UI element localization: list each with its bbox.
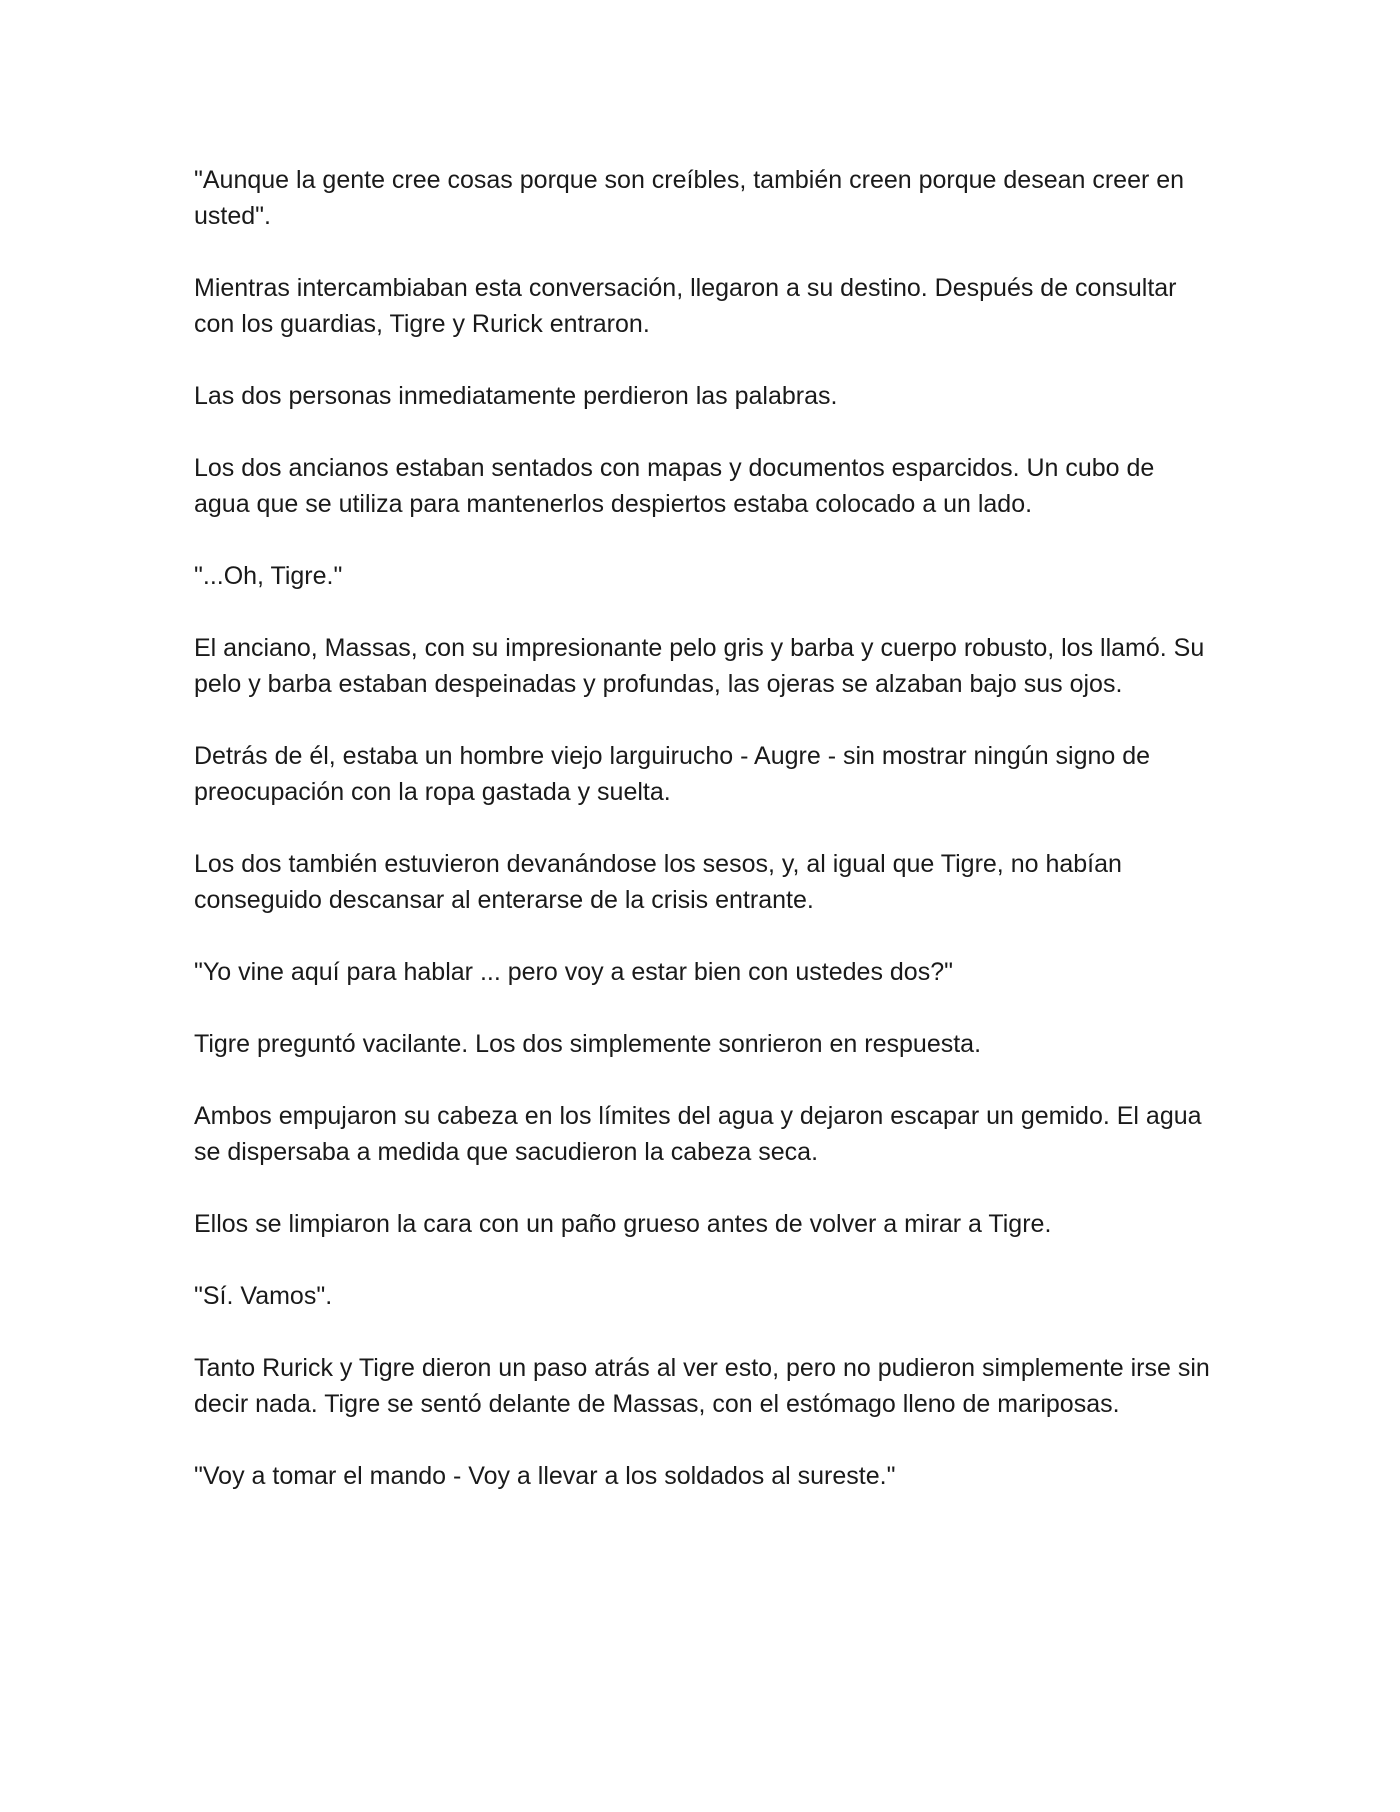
- paragraph: Los dos ancianos estaban sentados con mapas y documentos esparcidos. Un cubo de agua que se utiliza para mantenerlos despiertos estaba colocado a un lado.: [194, 454, 1155, 518]
- paragraph: "Sí. Vamos".: [194, 1282, 333, 1310]
- paragraph: Las dos personas inmediatamente perdieron las palabras.: [194, 382, 838, 410]
- paragraph: "Aunque la gente cree cosas porque son creíbles, también creen porque desean creer en usted".: [194, 166, 1185, 230]
- paragraph: Ellos se limpiaron la cara con un paño grueso antes de volver a mirar a Tigre.: [194, 1210, 1052, 1238]
- paragraph: Ambos empujaron su cabeza en los límites del agua y dejaron escapar un gemido. El agua se dispersaba a medida que sacudieron la cabeza seca.: [194, 1102, 1202, 1166]
- paragraph: Tigre preguntó vacilante. Los dos simplemente sonrieron en respuesta.: [194, 1030, 982, 1058]
- paragraph: "Yo vine aquí para hablar ... pero voy a estar bien con ustedes dos?": [194, 958, 953, 986]
- paragraph: Los dos también estuvieron devanándose los sesos, y, al igual que Tigre, no habían conseguido descansar al enterarse de la crisis entrante.: [194, 850, 1122, 914]
- paragraph: Tanto Rurick y Tigre dieron un paso atrás al ver esto, pero no pudieron simplemente irse sin decir nada. Tigre se sentó delante de Massas, con el estómago lleno de mariposas.: [194, 1354, 1210, 1418]
- paragraph: "...Oh, Tigre.": [194, 562, 343, 590]
- paragraph: Mientras intercambiaban esta conversación, llegaron a su destino. Después de consultar con los guardias, Tigre y Rurick entraron.: [194, 274, 1177, 338]
- document-body: [194, 162, 1214, 1530]
- paragraph: El anciano, Massas, con su impresionante pelo gris y barba y cuerpo robusto, los llamó. Su pelo y barba estaban despeinadas y profundas, las ojeras se alzaban bajo sus ojos.: [194, 634, 1205, 698]
- paragraph: Detrás de él, estaba un hombre viejo larguirucho - Augre - sin mostrar ningún signo de preocupación con la ropa gastada y suelta.: [194, 742, 1151, 806]
- paragraph: "Voy a tomar el mando - Voy a llevar a los soldados al sureste.": [194, 1462, 896, 1490]
